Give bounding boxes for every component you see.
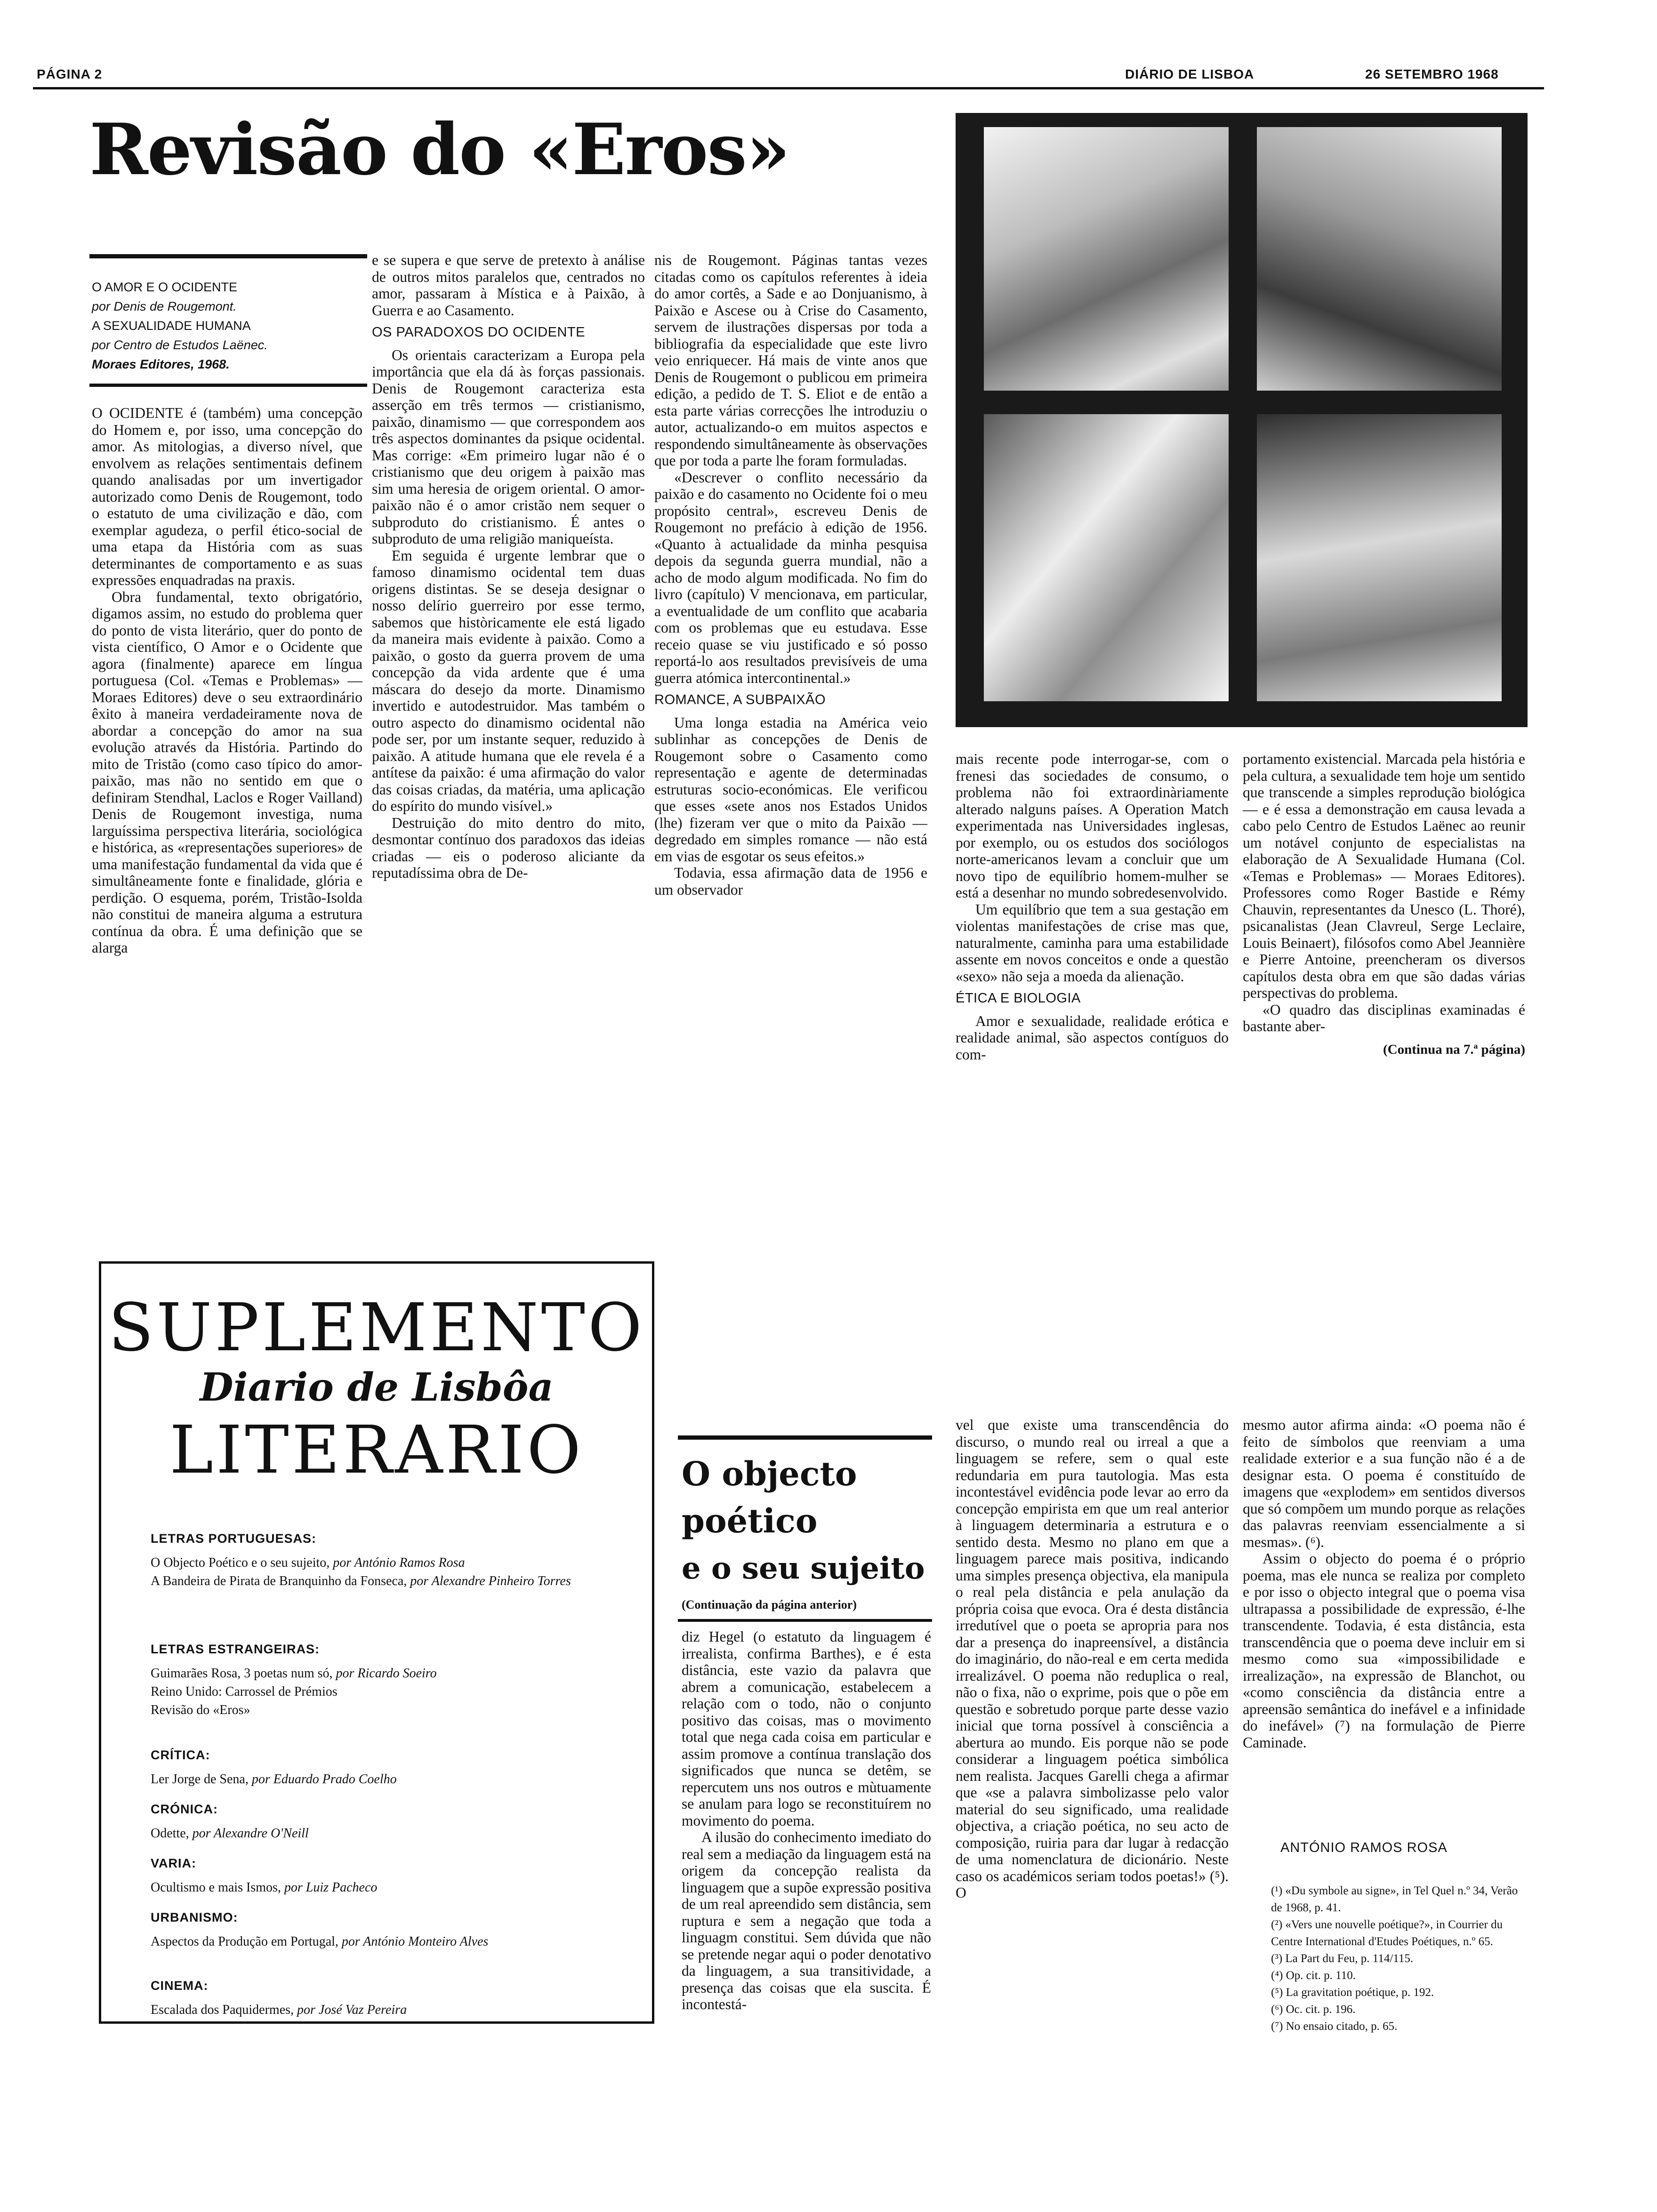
page-number: PÁGINA 2 [37, 67, 103, 81]
paragraph: portamento existencial. Marcada pela história e pela cultura, a sexualidade tem hoje um sentido que transcende a simples reprodução biológica — e é essa a demonstração em causa levada a cabo pelo Centro de Estudos Laënec ao reunir um notável conjunto de especialistas na elaboração de A Sexualidade Humana (Col. «Temas e Problemas» — Moraes Editores). Professores como Roger Bastide e Rémy Chauvin, representantes da Unesco (L. Thoré), psicanalistas (Jean Clavreul, Serge Leclaire, Louis Beinaert), filósofos como Abel Jeannière e Pierre Antoine, preencheram os diversos capítulos desta obra em que são dadas várias perspectivas do problema. [1243, 751, 1525, 1001]
footnote: (⁶) Oc. cit. p. 196. [1271, 2003, 1356, 2016]
section-title: CINEMA: [151, 1979, 209, 1993]
paragraph: e se supera e que serve de pretexto à análise de outros mitos paralelos que, centrados no amor, passaram à Mística e à Paixão, à Guerra e ao Casamento. [372, 252, 645, 319]
paragraph: Os orientais caracterizam a Europa pela importância que ela dá às forças passionais. Denis de Rougemont caracteriza esta asserção em três termos — cristianismo, paixão, dinamismo — que correspondem aos três aspectos dominantes da psique ocidental. Mas corrige: «Em primeiro lugar não é o cristianismo que deu origem à paixão mas sim uma heresia de origem oriental. O amor-paixão não é o amor cristão nem sequer o subproduto do cristianismo. É antes o subproduto de uma religião maniqueísta. [372, 346, 645, 547]
contents-section [151, 1977, 645, 2019]
article2-top-rule [678, 1435, 932, 1440]
footnote: (¹) «Du symbole au signe», in Tel Quel n.º 34, Verão de 1968, p. 41. [1271, 1884, 1518, 1914]
photo-panel [984, 127, 1229, 391]
contents-section [151, 1800, 645, 1843]
section-title: LETRAS ESTRANGEIRAS: [151, 1642, 320, 1656]
footnote: (⁴) Op. cit. p. 110. [1271, 1969, 1356, 1982]
photo-panel [984, 414, 1229, 701]
article2-column-2 [956, 1417, 1229, 1901]
photo-panel [1257, 414, 1502, 701]
section-title: CRÓNICA: [151, 1802, 218, 1816]
contents-item: A Bandeira de Pirata de Branquinho da Fonseca, por Alexandre Pinheiro Torres [151, 1574, 571, 1588]
paragraph: O OCIDENTE é (também) uma concepção do Homem e, por isso, uma concepção do amor. As mitologias, a diverso nível, que envolvem as relações sentimentais definem quando analisadas por um invertigador autorizado como Denis de Rougemont, todo o estatuto de uma civilização e dão, com exemplar agudeza, o perfil ético-social de uma etapa da História com as suas determinantes de comportamento e as suas expressões enquadradas na praxis. [92, 405, 362, 588]
author-signature: ANTÓNIO RAMOS ROSA [1280, 1840, 1448, 1855]
paragraph: Obra fundamental, texto obrigatório, digamos assim, no estudo do problema quer do ponto de vista literário, quer do ponto de vista científico, O Amor e o Ocidente que agora (finalmente) aparece em língua portuguesa (Col. «Temas e Problemas» — Moraes Editores) deve o seu extraordinário êxito à maneira verdadeiramente nova de abordar a concepção do amor na sua evolução através da História. Partindo do mito de Tristão (como caso típico do amor-paixão, mas não no sentido em que o definiram Stendhal, Laclos e Roger Vailland) Denis de Rougemont investiga, numa larguíssima perspectiva literária, sociológica e histórica, as «representações superiores» de uma manifestação fundamental da vida que é simultâneamente fonte e finalidade, glória e perdição. O esquema, porém, Tristão-Isolda não constitui de maneira alguma a estrutura contínua da obra. É uma definição que se alarga [92, 588, 362, 956]
supplement-contents-box [99, 1261, 654, 2024]
section-title: URBANISMO: [151, 1910, 238, 1924]
paragraph: Uma longa estadia na América veio sublinhar as concepções de Denis de Rougemont sobre o Casamento como representação e agente de determinadas estruturas socio-económicas. Ele verificou que esses «sete anos nos Estados Unidos (lhe) fizeram ver que o mito da Paixão — degredado em simples romance — não está em vias de esgotar os seus efeitos.» [654, 714, 927, 865]
contents-item: Escalada dos Paquidermes, por José Vaz Pereira [151, 2003, 407, 2017]
masthead-rule [33, 87, 1544, 89]
credits-bottom-rule [89, 384, 367, 387]
issue-date: 26 SETEMBRO 1968 [1365, 67, 1499, 81]
credit-line: por Denis de Rougemont. [92, 299, 237, 313]
contents-item: Revisão do «Eros» [151, 1703, 250, 1717]
paragraph: mais recente pode interrogar-se, com o frenesi das sociedades de consumo, o problema não foi extraordinàriamente alterado nalguns países. A Operation Match experimentada nas Universidades inglesas, por exemplo, ou os estudos dos sociólogos norte-americanos levam a concluir que um novo tipo de equilíbrio homem-mulher se está a desenhar no mundo sobredesenvolvido. [956, 751, 1229, 901]
article1-column-2 [372, 252, 645, 882]
article1-column-3 [654, 252, 927, 898]
article-title: Revisão do «Eros» [89, 108, 789, 191]
credit-line: O AMOR E O OCIDENTE [92, 280, 238, 294]
credit-line: A SEXUALIDADE HUMANA [92, 319, 251, 333]
article-photograph [956, 113, 1528, 727]
paragraph: Assim o objecto do poema é o próprio poema, mas ele nunca se realiza por completo e por isso o objecto integral que o poema visa ultrapassa a possibilidade de expressão, é-lhe transcendente. Todavia, é esta distância, esta transcendência que o poema deve incluir em si mesmo como sua «impossibilidade e irrealização», na expressão de Blanchot, ou «como consciência da distância entre a apreensão semântica do inefável e a infinidade do inefável» (⁷) na formulação de Pierre Caminade. [1243, 1550, 1525, 1751]
contents-item: Reino Unido: Carrossel de Prémios [151, 1684, 338, 1699]
contents-section [151, 1908, 645, 1951]
section-title: CRÍTICA: [151, 1748, 210, 1762]
article2-title-line: poético [682, 1501, 818, 1540]
article2-title-line: O objecto [682, 1454, 857, 1493]
paragraph: Todavia, essa afirmação data de 1956 e um observador [654, 865, 927, 898]
paragraph: mesmo autor afirma ainda: «O poema não é feito de símbolos que reenviam a uma realidade exterior e a sua função não é a de designar esta. O poema é constituído de imagens que «explodem» em sentidos diversos que só compõem um mundo porque as relações das palavras reenviam essencialmente a si mesmas». (⁶). [1243, 1417, 1525, 1550]
paragraph: «Descrever o conflito necessário da paixão e do casamento no Ocidente foi o meu propósito central», escreveu Denis de Rougemont no prefácio à edição de 1956. «Quanto à actualidade da minha pesquisa depois da segunda guerra mundial, não a acho de modo algum modificada. No fim do livro (capítulo) V mencionava, em particular, a eventualidade de um conflito que acabaria com os problemas que eu estudava. Esse receio quase se viu justificado e só posso reportá-lo aos resultados previsíveis de uma guerra atómica intercontinental.» [654, 469, 927, 686]
footnote: (³) La Part du Feu, p. 114/115. [1271, 1952, 1414, 1965]
section-heading: OS PARADOXOS DO OCIDENTE [372, 325, 585, 340]
paragraph: nis de Rougemont. Páginas tantas vezes citadas como os capítulos referentes à ideia do amor cortês, a Sade e ao Donjuanismo, à Paixão e Ascese ou à Crise do Casamento, servem de ilustrações dispersas por toda a bibliografia da especialidade que este livro veio enriquecer. Há mais de vinte anos que Denis de Rougemont o publicou em primeira edição, a pedido de T. S. Eliot e de então a esta parte várias correcções lhe introduziu o autor, actualizando-o em muitos aspectos e respondendo simultâneamente às observações que por toda a parte lhe foram formuladas. [654, 252, 927, 469]
contents-item: Odette, por Alexandre O'Neill [151, 1826, 309, 1841]
paragraph: Um equilíbrio que tem a sua gestação em violentas manifestações de crise mas que, naturalmente, caminha para uma estabilidade assente em novos conceitos e onde a questão «sexo» não seja a moeda da alienação. [956, 901, 1229, 985]
paragraph: A ilusão do conhecimento imediato do real sem a mediação da linguagem está na origem da concepção realista da linguagem que a supõe expressão positiva de um real apreendido sem distância, sem ruptura e sem a negação que toda a linguagm constitui. Sem dúvida que não se pretende negar aqui o poder denotativo da linguagem, a sua transitividade, a presença das coisas que ela suscita. É incontestá- [682, 1829, 931, 2012]
newspaper-name: DIÁRIO DE LISBOA [1125, 67, 1255, 81]
section-title: LETRAS PORTUGUESAS: [151, 1531, 317, 1546]
contents-item: O Objecto Poético e o seu sujeito, por António Ramos Rosa [151, 1555, 465, 1570]
footnotes [1271, 1883, 1525, 2035]
photo-panel [1257, 127, 1502, 391]
paragraph: Amor e sexualidade, realidade erótica e realidade animal, são aspectos contíguos do com- [956, 1012, 1229, 1063]
credits-top-rule [89, 254, 367, 258]
contents-item: Aspectos da Produção em Portugal, por António Monteiro Alves [151, 1934, 489, 1949]
credit-line: Moraes Editores, 1968. [92, 357, 230, 371]
article1-column-4 [956, 751, 1229, 1063]
supplement-newspaper-name: Diario de Lisbôa [200, 1365, 554, 1410]
article2-sub-rule [678, 1619, 932, 1622]
supplement-title-top: SUPLEMENTO [108, 1290, 645, 1366]
contents-section [151, 1854, 645, 1897]
section-title: VARIA: [151, 1856, 196, 1870]
paragraph: diz Hegel (o estatuto da linguagem é irrealista, confirma Barthes), e é esta distância, este vazio da palavra que abrem a comunicação, estabelecem a relação com o todo, não o conjunto positivo das coisas, mas o movimento total que nega cada coisa em particular e assim promove a contínua translação dos significados que nunca se detêm, se repercutem uns nos outros e mùtuamente se anulam para logo se reconstituírem no movimento do poema. [682, 1628, 931, 1829]
paragraph: Em seguida é urgente lembrar que o famoso dinamismo ocidental tem duas origens distintas. Se se deseja designar o nosso delírio guerreiro por esse termo, sabemos que històricamente ele está ligado da maneira mais evidente à paixão. Como a paixão, o gosto da guerra provem de uma concepção da vida ardente que é uma máscara do desejo da morte. Dinamismo invertido e autodestruidor. Mas também o outro aspecto do dinamismo ocidental não pode ser, por um instante sequer, reduzido à paixão. A atitude humana que ele revela é a antítese da paixão: é uma afirmação do valor das coisas criadas, da matéria, uma aplicação do espírito do mundo visível.» [372, 547, 645, 814]
contents-item: Ler Jorge de Sena, por Eduardo Prado Coelho [151, 1772, 397, 1787]
supplement-title-bottom: LITERARIO [169, 1412, 584, 1489]
book-credits [92, 278, 365, 374]
paragraph: «O quadro das disciplinas examinadas é bastante aber- [1243, 1001, 1525, 1034]
article2-column-3 [1243, 1417, 1525, 1751]
footnote: (⁵) La gravitation poétique, p. 192. [1271, 1986, 1434, 1999]
continued-note: (Continua na 7.ª página) [1383, 1042, 1525, 1057]
footnote: (⁷) No ensaio citado, p. 65. [1271, 2020, 1398, 2033]
article2-title-line: e o seu sujeito [682, 1551, 925, 1586]
section-heading: ROMANCE, A SUBPAIXÃO [654, 692, 826, 707]
section-heading: ÉTICA E BIOLOGIA [956, 991, 1081, 1006]
credit-line: por Centro de Estudos Laënec. [92, 338, 268, 352]
article1-column-1 [92, 405, 362, 956]
paragraph: vel que existe uma transcendência do discurso, o mundo real ou irreal a que a linguagem se refere, sem o qual este redundaria em pura tautologia. Mas esta incontestável evidência pode levar ao erro da concepção empirista em que um real anterior à linguagem determinaria a estrutura e o sentido desta. Mesmo no plano em que a linguagem parece mais positiva, indicando uma simples presença objectiva, ela manipula o real pela distância e pela anulação da própria coisa que evoca. Ora é desta distância irredutível que o poeta se apropria para nos dar a presença do inapreensível, a distância do imaginário, do não-real e em certa medida irrealizável. O poema não reduplica o real, não o fixa, não o exprime, pois que o põe em questão e sobretudo porque parte desse vazio inicial que torna possível à consciência a abertura ao mundo. Eis porque não se pode considerar a linguagem poética simbólica nem realista. Jacques Garelli chega a afirmar que «se a palavra simbolizasse pelo valor material do seu significado, uma realidade objectiva, a criação poética, no seu acto de composição, ruiria para dar lugar à redacção de uma nomenclatura de dicionário. Neste caso os académicos seriam todos poetas!» (⁵). O [956, 1417, 1229, 1901]
contents-section [151, 1640, 645, 1719]
footnote: (²) «Vers une nouvelle poétique?», in Courrier du Centre International d'Etudes Poétiques, n.º 65. [1271, 1918, 1503, 1948]
paragraph: Destruição do mito dentro do mito, desmontar contínuo dos paradoxos das ideias criadas — eis o poderoso aliciante da reputadíssima obra de De- [372, 814, 645, 881]
contents-item: Ocultismo e mais Ismos, por Luiz Pacheco [151, 1880, 378, 1895]
article2-column-1 [682, 1628, 931, 2013]
article1-column-5 [1243, 751, 1525, 1058]
contents-section [151, 1746, 645, 1788]
continuation-note: (Continuação da página anterior) [682, 1598, 857, 1611]
contents-item: Guimarães Rosa, 3 poetas num só, por Ricardo Soeiro [151, 1666, 437, 1681]
contents-section [151, 1530, 645, 1590]
